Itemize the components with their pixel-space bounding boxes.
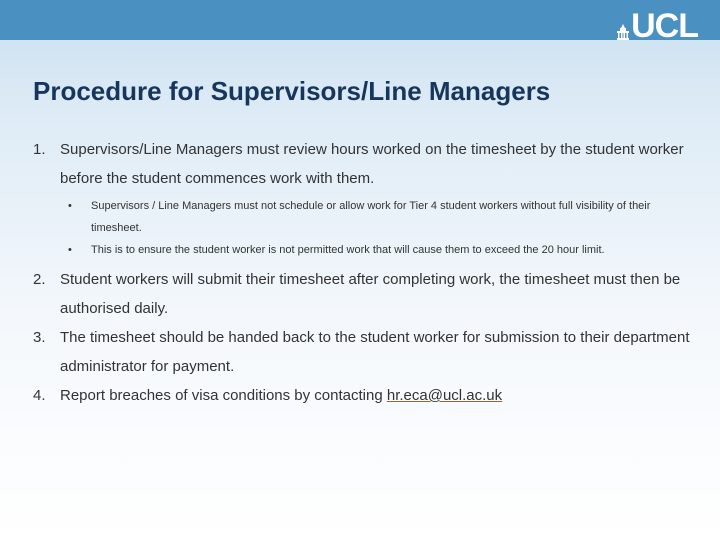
- ucl-logo: [617, 7, 698, 45]
- item-number: 3.: [33, 329, 46, 346]
- list-item: [33, 135, 693, 261]
- item-number: 1.: [33, 141, 46, 158]
- item-number: 4.: [33, 387, 46, 404]
- sub-item-text: Supervisors / Line Managers must not schedule or allow work for Tier 4 student workers without full visibility of their timesheet.: [91, 200, 651, 234]
- list-item: [33, 323, 693, 381]
- sub-list: [60, 195, 693, 261]
- sub-item-text: This is to ensure the student worker is not permitted work that will cause them to exceed the 20 hour limit.: [91, 244, 605, 256]
- logo-text: UCL: [631, 7, 698, 45]
- list-item: [33, 265, 693, 323]
- bullet-icon: •: [68, 244, 72, 256]
- sub-list-item: [60, 195, 693, 239]
- portico-icon: [617, 24, 629, 40]
- item-text: Report breaches of visa conditions by contacting: [60, 387, 387, 404]
- item-text: Student workers will submit their timesheet after completing work, the timesheet must then be authorised daily.: [60, 271, 681, 317]
- header-bar: [0, 0, 720, 45]
- item-number: 2.: [33, 271, 46, 288]
- sub-list-item: [60, 239, 693, 261]
- email-link[interactable]: hr.eca@ucl.ac.uk: [386, 387, 503, 404]
- item-text: The timesheet should be handed back to the student worker for submission to their department administrator for payment.: [60, 329, 690, 375]
- bullet-icon: •: [68, 200, 72, 212]
- list-item: [33, 381, 693, 410]
- procedure-list: [33, 135, 693, 410]
- page-title: Procedure for Supervisors/Line Managers: [33, 76, 551, 106]
- item-text: Supervisors/Line Managers must review hours worked on the timesheet by the student worker before the student commences work with them.: [60, 141, 684, 187]
